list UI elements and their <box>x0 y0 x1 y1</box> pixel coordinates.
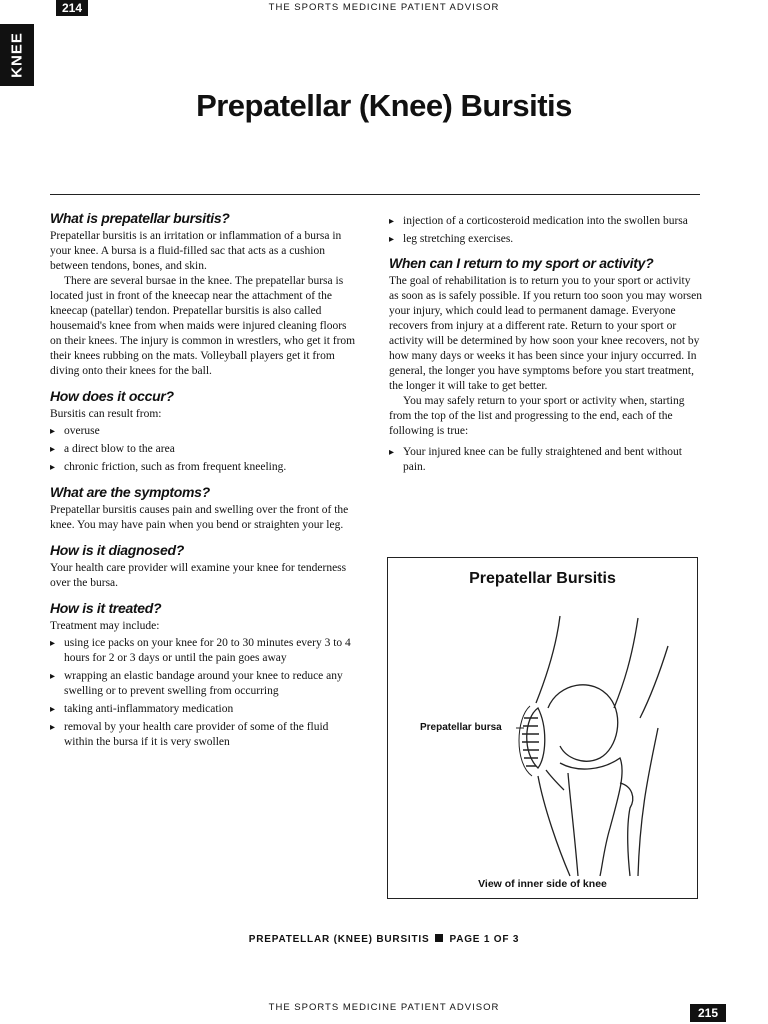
list-item: ▸ Your injured knee can be fully straightened and bent without pain. <box>389 445 702 475</box>
return-paragraph-2: You may safely return to your sport or activity when, starting from the top of the list and progressing to the end, each of the following is true: <box>389 395 685 437</box>
right-column <box>389 214 702 478</box>
occur-list <box>50 424 360 475</box>
occur-intro: Bursitis can result from: <box>50 408 162 420</box>
heading-return: When can I return to my sport or activity? <box>389 255 654 271</box>
what-paragraph-1: Prepatellar bursitis is an irritation or inflammation of a bursa in your knee. A bursa is a fluid-filled sac that acts as a cushion between tendons, bones, and skin. <box>50 230 342 272</box>
return-criteria-list <box>389 445 702 475</box>
heading-what: What is prepatellar bursitis? <box>50 210 230 226</box>
running-head-bottom: THE SPORTS MEDICINE PATIENT ADVISOR <box>268 1002 500 1013</box>
page-number-bottom: 215 <box>690 1004 726 1022</box>
diagnosed-text: Your health care provider will examine your knee for tenderness over the bursa. <box>50 562 347 589</box>
section-tab <box>0 24 34 86</box>
figure-label: Prepatellar bursa <box>420 722 502 733</box>
footer-page-indicator: PAGE 1 OF 3 <box>449 934 520 945</box>
list-item: ▸ overuse <box>50 424 360 439</box>
list-item: ▸ leg stretching exercises. <box>389 232 702 247</box>
list-item: ▸ a direct blow to the area <box>50 442 360 457</box>
page-footer <box>0 934 768 945</box>
footer-separator <box>435 934 443 942</box>
footer-title: PREPATELLAR (KNEE) BURSITIS <box>248 934 430 945</box>
left-column <box>50 210 360 753</box>
running-head-top: THE SPORTS MEDICINE PATIENT ADVISOR <box>268 2 500 13</box>
symptoms-text: Prepatellar bursitis causes pain and swelling over the front of the knee. You may have pain when you bend or straighten your leg. <box>50 504 349 531</box>
heading-symptoms: What are the symptoms? <box>50 484 210 500</box>
heading-occur: How does it occur? <box>50 388 174 404</box>
page-number-top: 214 <box>56 0 88 16</box>
return-paragraph-1: The goal of rehabilitation is to return you to your sport or activity as soon as is safely possible. If you return too soon you may worsen your injury, which could lead to permanent damage. Everyone recovers from injury at a different rate. Return to your sport or activity will be determined by how soon your knee recovers, not by how many days or weeks it has been since your injury occurred. In general, the longer you have symptoms before you start treatment, the longer it will take to get better. <box>389 275 703 392</box>
treatment-list-continued <box>389 214 702 247</box>
figure-title: Prepatellar Bursitis <box>469 570 616 587</box>
list-item: ▸ injection of a corticosteroid medication into the swollen bursa <box>389 214 702 229</box>
list-item: ▸ taking anti-inflammatory medication <box>50 702 360 717</box>
list-item: ▸ using ice packs on your knee for 20 to 30 minutes every 3 to 4 hours for 2 or 3 days or until the pain goes away <box>50 636 360 666</box>
heading-treated: How is it treated? <box>50 600 162 616</box>
knee-figure <box>387 557 698 899</box>
heading-diagnosed: How is it diagnosed? <box>50 542 185 558</box>
what-paragraph-2: There are several bursae in the knee. The prepatellar bursa is located just in front of the kneecap near the attachment of the kneecap (patellar) tendon. Prepatellar bursitis is also called housemaid's knee from when maids were injured cleaning floors on their knees. The injury is common in wrestlers, who get it from their knees rubbing on the mats. Volleyball players get it from diving onto their knees for the ball. <box>50 275 356 377</box>
title-rule <box>50 194 700 195</box>
list-item: ▸ wrapping an elastic bandage around your knee to reduce any swelling or to prevent swelling from occurring <box>50 669 360 699</box>
page-title: Prepatellar (Knee) Bursitis <box>196 88 572 123</box>
section-tab-label: KNEE <box>8 32 26 78</box>
treatment-list <box>50 636 360 750</box>
list-item: ▸ chronic friction, such as from frequent kneeling. <box>50 460 360 475</box>
treated-intro: Treatment may include: <box>50 620 160 632</box>
list-item: ▸ removal by your health care provider of some of the fluid within the bursa if it is very swollen <box>50 720 360 750</box>
figure-caption: View of inner side of knee <box>478 878 607 890</box>
